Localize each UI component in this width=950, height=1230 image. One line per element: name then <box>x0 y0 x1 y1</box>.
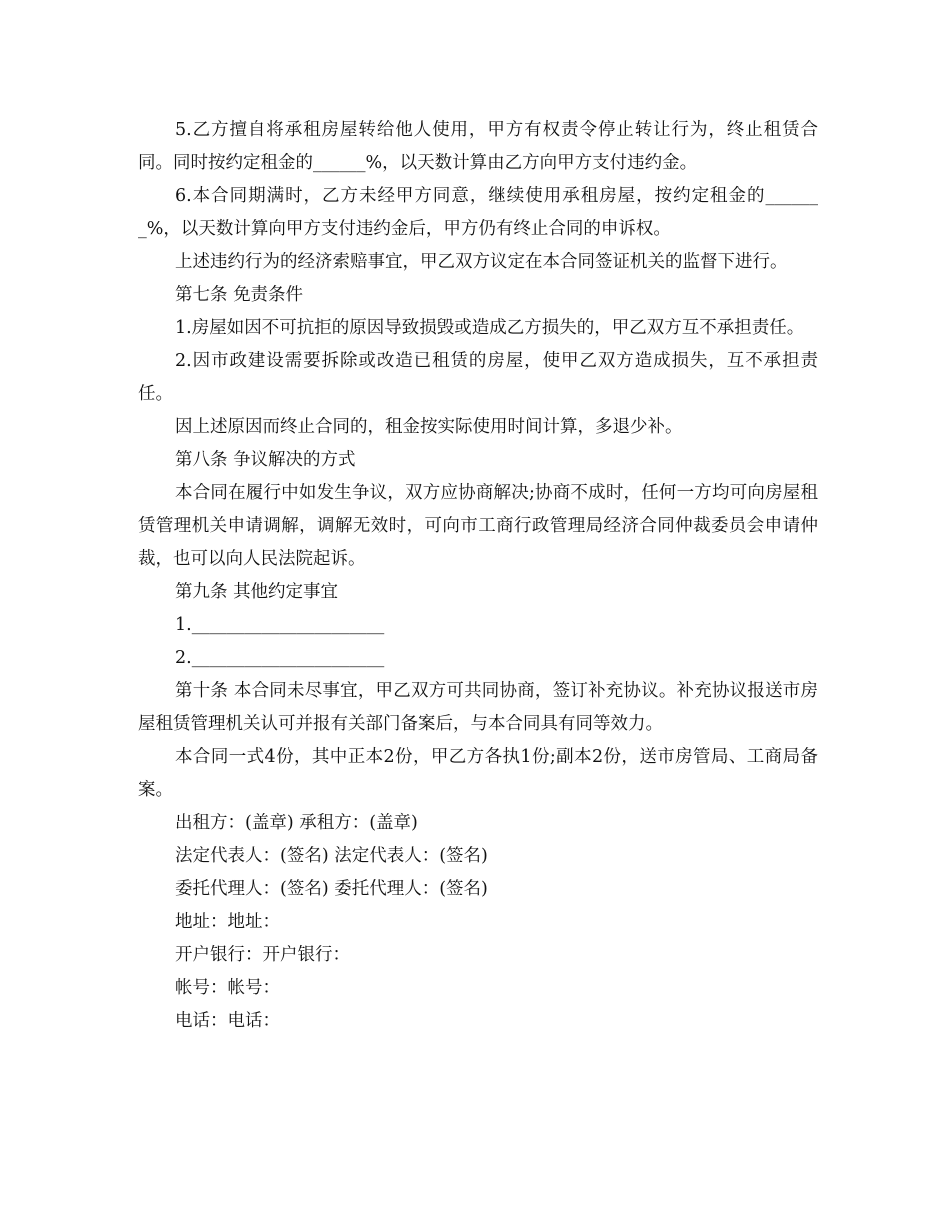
termination-rent-text: 因上述原因而终止合同的，租金按实际使用时间计算，多退少补。 <box>175 417 683 437</box>
other-matters-item-1: 1.______________________ <box>175 615 385 635</box>
address-line: 地址：地址： <box>175 912 280 932</box>
exemption-1-text: 1.房屋如因不可抗拒的原因导致损毁或造成乙方损失的，甲乙双方互不承担责任。 <box>175 318 805 338</box>
clause-7-6-text: 6.本合同期满时，乙方未经甲方同意，继续使用承租房屋，按约定租金的_______%，以天数计算向甲方支付违约金后，甲方仍有终止合同的申诉权。 <box>138 186 818 239</box>
bank-line: 开户银行：开户银行： <box>175 945 350 965</box>
article-8-heading: 第八条 争议解决的方式 <box>175 450 356 470</box>
other-matters-item-2: 2.______________________ <box>175 648 385 668</box>
phone-line: 电话：电话： <box>175 1011 280 1031</box>
dispute-resolution-text: 本合同在履行中如发生争议，双方应协商解决;协商不成时，任何一方均可向房屋租赁管理机关申请调解，调解无效时，可向市工商行政管理局经济合同仲裁委员会申请仲裁，也可以向人民法院起诉。 <box>138 483 818 569</box>
article-9-heading: 第九条 其他约定事宜 <box>175 582 339 602</box>
breach-claims-text: 上述违约行为的经济索赔事宜，甲乙双方议定在本合同签证机关的监督下进行。 <box>175 252 788 272</box>
account-line: 帐号：帐号： <box>175 978 280 998</box>
signature-legal-representative: 法定代表人：(签名) 法定代表人：(签名) <box>175 846 488 866</box>
clause-7-5-text: 5.乙方擅自将承租房屋转给他人使用，甲方有权责令停止转让行为，终止租赁合同。同时按约定租金的______%，以天数计算由乙方向甲方支付违约金。 <box>138 120 818 173</box>
article-10-text: 第十条 本合同未尽事宜，甲乙双方可共同协商，签订补充协议。补充协议报送市房屋租赁管理机关认可并报有关部门备案后，与本合同具有同等效力。 <box>138 681 818 734</box>
exemption-2-text: 2.因市政建设需要拆除或改造已租赁的房屋，使甲乙双方造成损失，互不承担责任。 <box>138 351 818 404</box>
document-body <box>138 114 818 1038</box>
signature-agent: 委托代理人：(签名) 委托代理人：(签名) <box>175 879 488 899</box>
article-7-heading: 第七条 免责条件 <box>175 285 304 305</box>
signature-lessor-lessee: 出租方：(盖章) 承租方：(盖章) <box>175 813 418 833</box>
copies-text: 本合同一式4份，其中正本2份，甲乙方各执1份;副本2份，送市房管局、工商局备案。 <box>138 747 818 800</box>
